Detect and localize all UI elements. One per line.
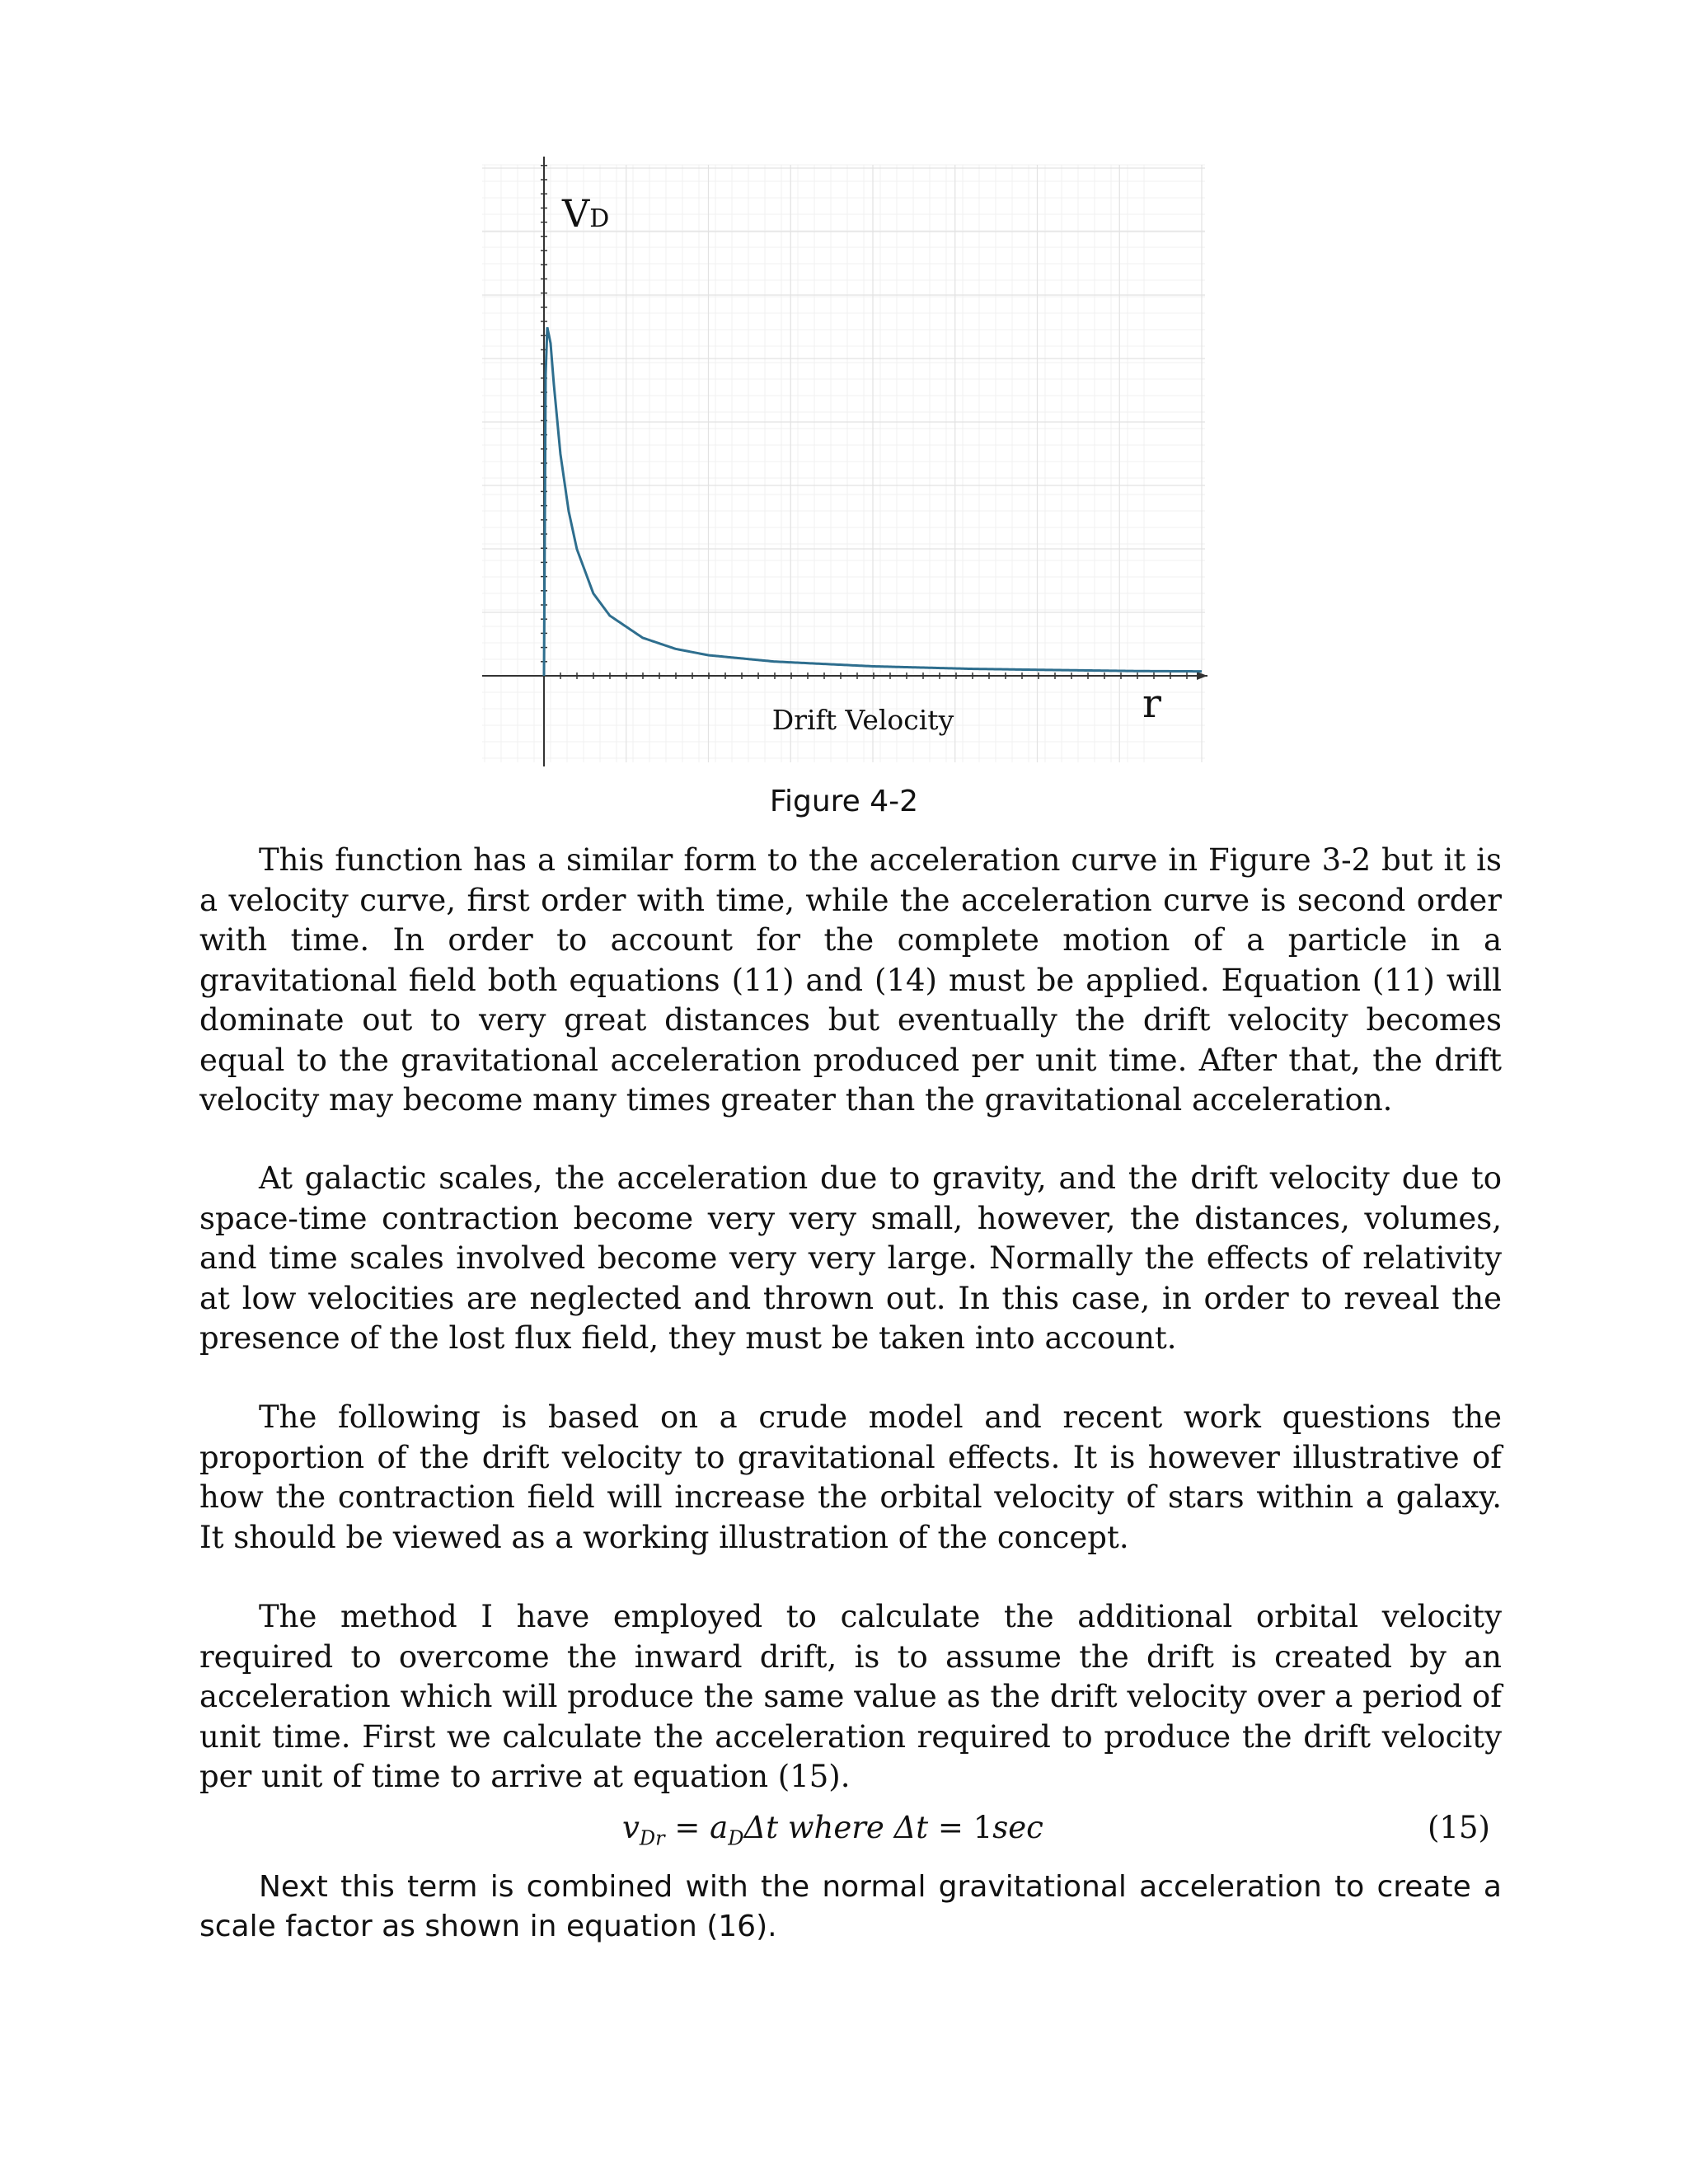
- equation-number: (15): [1428, 1810, 1490, 1845]
- drift-velocity-chart: [478, 152, 1220, 779]
- y-axis-label-sub: D: [589, 204, 610, 233]
- figure-caption: Figure 4-2: [769, 785, 919, 818]
- y-axis-label-main: V: [562, 191, 590, 236]
- paragraph-2: At galactic scales, the acceleration due to gravity, and the drift velocity due to space-time contraction become very very small, however, the distances, volumes, and time scales involved become very very large. Normally the effects of relativity at low velocities are neglected and thrown out. In this case, in order to reveal the presence of the lost flux field, they must be taken into account.: [199, 1160, 1502, 1356]
- paragraph-1: This function has a similar form to the acceleration curve in Figure 3-2 but it is a velocity curve, first order with time, while the acceleration curve is second order with time. In order to account for the complete motion of a particle in a gravitational field both equations (11) and (14) must be applied. Equation (11) will dominate out to very great distances but eventually the drift velocity becomes equal to the gravitational acceleration produced per unit time. After that, the drift velocity may become many times greater than the gravitational acceleration.: [199, 842, 1502, 1118]
- equation-body: $v_{Dr} = a_D\Delta t$ where Δt = 1sec: [622, 1810, 1043, 1850]
- figure-4-2: [478, 152, 1220, 779]
- x-axis-label: r: [1142, 681, 1161, 727]
- equation-15: [0, 1810, 1688, 1856]
- chart-title: Drift Velocity: [771, 704, 954, 736]
- chart-grid: [482, 165, 1205, 762]
- paragraph-4: The method I have employed to calculate the additional orbital velocity required to overcome the inward drift, is to assume the drift is created by an acceleration which will produce the same value as the drift velocity over a period of unit time. First we calculate the acceleration required to produce the drift velocity per unit of time to arrive at equation (15).: [199, 1599, 1502, 1794]
- paragraph-3: The following is based on a crude model and recent work questions the proportion of the drift velocity to gravitational effects. It is however illustrative of how the contraction field will increase the orbital velocity of stars within a galaxy. It should be viewed as a working illustration of the concept.: [199, 1399, 1502, 1555]
- paragraph-5: Next this term is combined with the normal gravitational acceleration to create a scale factor as shown in equation (16).: [199, 1870, 1502, 1943]
